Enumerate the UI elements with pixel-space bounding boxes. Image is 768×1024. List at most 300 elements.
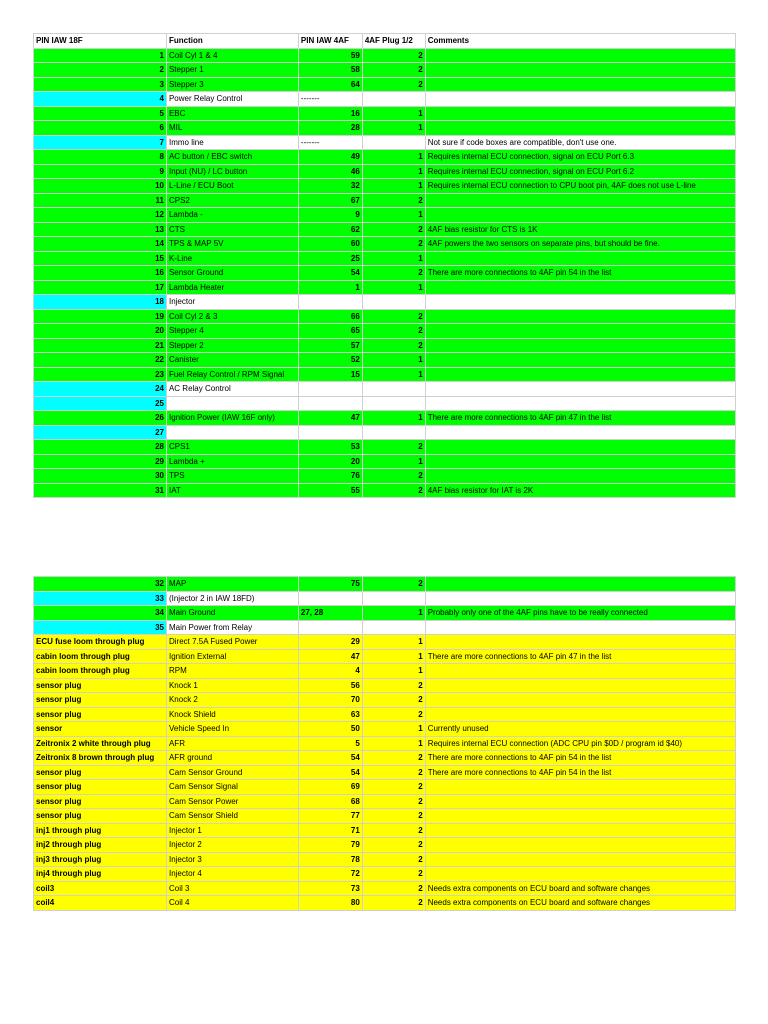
- comment-cell: [425, 780, 735, 795]
- table-row: [34, 577, 736, 592]
- plug-cell: 1: [362, 411, 425, 426]
- table-row: [34, 722, 736, 737]
- pin-iaw4af-cell: [298, 396, 362, 411]
- pin-iaw18f-cell: 5: [34, 106, 167, 121]
- plug-cell: [362, 135, 425, 150]
- pin-iaw18f-cell: 31: [34, 483, 167, 498]
- table-row: [34, 809, 736, 824]
- table-row: [34, 649, 736, 664]
- pin-iaw4af-cell: 66: [298, 309, 362, 324]
- pin-iaw18f-cell: 19: [34, 309, 167, 324]
- pin-iaw4af-cell: 53: [298, 440, 362, 455]
- function-cell: Canister: [166, 353, 298, 368]
- comment-cell: [425, 338, 735, 353]
- comment-cell: [425, 693, 735, 708]
- function-cell: Sensor Ground: [166, 266, 298, 281]
- pin-iaw4af-cell: 28: [298, 121, 362, 136]
- pin-iaw18f-cell: 17: [34, 280, 167, 295]
- pin-iaw4af-cell: [298, 591, 362, 606]
- table-row: [34, 440, 736, 455]
- pin-iaw4af-cell: 59: [298, 48, 362, 63]
- pin-iaw4af-cell: 50: [298, 722, 362, 737]
- comment-cell: Probably only one of the 4AF pins have to be really connected: [425, 606, 735, 621]
- pin-iaw4af-cell: 70: [298, 693, 362, 708]
- function-cell: Main Ground: [166, 606, 298, 621]
- comment-cell: Requires internal ECU connection, signal on ECU Port 6.3: [425, 150, 735, 165]
- pin-iaw4af-cell: 78: [298, 852, 362, 867]
- plug-cell: 1: [362, 454, 425, 469]
- table-row: [34, 135, 736, 150]
- pin-iaw18f-cell: 28: [34, 440, 167, 455]
- plug-cell: 1: [362, 280, 425, 295]
- pin-iaw4af-cell: 29: [298, 635, 362, 650]
- plug-cell: 2: [362, 469, 425, 484]
- pin-iaw4af-cell: 71: [298, 823, 362, 838]
- comment-cell: Requires internal ECU connection, signal on ECU Port 6.2: [425, 164, 735, 179]
- location-label-cell: cabin loom through plug: [34, 649, 167, 664]
- plug-cell: 1: [362, 251, 425, 266]
- comment-cell: [425, 77, 735, 92]
- pin-iaw18f-cell: 34: [34, 606, 167, 621]
- table-row: [34, 707, 736, 722]
- plug-cell: 1: [362, 722, 425, 737]
- pin-mapping-table: [33, 33, 736, 498]
- header-function: Function: [166, 34, 298, 49]
- pin-iaw4af-cell: 46: [298, 164, 362, 179]
- table-row: [34, 164, 736, 179]
- pin-iaw4af-cell: 57: [298, 338, 362, 353]
- plug-cell: 2: [362, 881, 425, 896]
- comment-cell: [425, 440, 735, 455]
- table-row: [34, 867, 736, 882]
- location-label-cell: coil3: [34, 881, 167, 896]
- location-label-cell: sensor plug: [34, 693, 167, 708]
- table-row: [34, 411, 736, 426]
- plug-cell: 2: [362, 867, 425, 882]
- pin-iaw18f-cell: 10: [34, 179, 167, 194]
- comment-cell: [425, 396, 735, 411]
- function-cell: CPS1: [166, 440, 298, 455]
- function-cell: Immo line: [166, 135, 298, 150]
- function-cell: IAT: [166, 483, 298, 498]
- header-comments: Comments: [425, 34, 735, 49]
- pin-iaw4af-cell: 56: [298, 678, 362, 693]
- plug-cell: 2: [362, 483, 425, 498]
- table-row: [34, 823, 736, 838]
- plug-cell: [362, 620, 425, 635]
- comment-cell: There are more connections to 4AF pin 54 in the list: [425, 266, 735, 281]
- plug-cell: 2: [362, 751, 425, 766]
- table-row: [34, 324, 736, 339]
- pin-iaw18f-cell: 3: [34, 77, 167, 92]
- plug-cell: [362, 382, 425, 397]
- function-cell: Stepper 4: [166, 324, 298, 339]
- location-label-cell: sensor plug: [34, 678, 167, 693]
- plug-cell: 1: [362, 664, 425, 679]
- plug-cell: 2: [362, 266, 425, 281]
- pin-iaw18f-cell: 12: [34, 208, 167, 223]
- plug-cell: 2: [362, 852, 425, 867]
- location-label-cell: sensor plug: [34, 707, 167, 722]
- plug-cell: 2: [362, 324, 425, 339]
- function-cell: Coil 3: [166, 881, 298, 896]
- table-row: [34, 77, 736, 92]
- comment-cell: 4AF bias resistor for IAT is 2K: [425, 483, 735, 498]
- table-row: [34, 896, 736, 911]
- plug-cell: 1: [362, 367, 425, 382]
- comment-cell: There are more connections to 4AF pin 54 in the list: [425, 765, 735, 780]
- comment-cell: [425, 707, 735, 722]
- plug-cell: 1: [362, 649, 425, 664]
- table-row: [34, 751, 736, 766]
- function-cell: Ignition External: [166, 649, 298, 664]
- plug-cell: 2: [362, 896, 425, 911]
- function-cell: Injector 2: [166, 838, 298, 853]
- function-cell: Knock Shield: [166, 707, 298, 722]
- location-label-cell: Zeitronix 8 brown through plug: [34, 751, 167, 766]
- function-cell: [166, 396, 298, 411]
- pin-iaw18f-cell: 7: [34, 135, 167, 150]
- table-row: [34, 193, 736, 208]
- table-row: [34, 150, 736, 165]
- location-label-cell: inj3 through plug: [34, 852, 167, 867]
- pin-iaw18f-cell: 32: [34, 577, 167, 592]
- pin-iaw18f-cell: 8: [34, 150, 167, 165]
- location-label-cell: ECU fuse loom through plug: [34, 635, 167, 650]
- function-cell: Injector: [166, 295, 298, 310]
- pin-iaw4af-cell: 63: [298, 707, 362, 722]
- comment-cell: [425, 591, 735, 606]
- function-cell: Main Power from Relay: [166, 620, 298, 635]
- comment-cell: There are more connections to 4AF pin 47 in the list: [425, 411, 735, 426]
- table-row: [34, 469, 736, 484]
- comment-cell: [425, 823, 735, 838]
- function-cell: Lambda -: [166, 208, 298, 223]
- pin-iaw4af-cell: 62: [298, 222, 362, 237]
- pin-iaw4af-cell: 79: [298, 838, 362, 853]
- plug-cell: 2: [362, 809, 425, 824]
- table-row: [34, 309, 736, 324]
- plug-cell: 1: [362, 106, 425, 121]
- function-cell: EBC: [166, 106, 298, 121]
- comment-cell: [425, 454, 735, 469]
- pin-iaw4af-cell: 54: [298, 765, 362, 780]
- pin-iaw4af-cell: 47: [298, 411, 362, 426]
- comment-cell: [425, 92, 735, 107]
- function-cell: AFR ground: [166, 751, 298, 766]
- function-cell: Stepper 1: [166, 63, 298, 78]
- pin-iaw4af-cell: 72: [298, 867, 362, 882]
- table-row: [34, 736, 736, 751]
- table-row: [34, 280, 736, 295]
- function-cell: Cam Sensor Power: [166, 794, 298, 809]
- comment-cell: [425, 794, 735, 809]
- function-cell: Stepper 2: [166, 338, 298, 353]
- plug-cell: 2: [362, 237, 425, 252]
- comment-cell: [425, 48, 735, 63]
- pin-iaw18f-cell: 23: [34, 367, 167, 382]
- function-cell: Input (NU) / LC button: [166, 164, 298, 179]
- location-label-cell: sensor plug: [34, 794, 167, 809]
- plug-cell: 1: [362, 606, 425, 621]
- comment-cell: [425, 208, 735, 223]
- pin-iaw18f-cell: 18: [34, 295, 167, 310]
- plug-cell: 2: [362, 780, 425, 795]
- pin-iaw4af-cell: 69: [298, 780, 362, 795]
- pin-iaw4af-cell: 58: [298, 63, 362, 78]
- function-cell: RPM: [166, 664, 298, 679]
- pin-iaw4af-cell: 4: [298, 664, 362, 679]
- table-row: [34, 838, 736, 853]
- plug-cell: 2: [362, 440, 425, 455]
- table-row: [34, 678, 736, 693]
- comment-cell: 4AF powers the two sensors on separate pins, but should be fine.: [425, 237, 735, 252]
- plug-cell: 1: [362, 164, 425, 179]
- header-4af-plug: 4AF Plug 1/2: [362, 34, 425, 49]
- pin-iaw4af-cell: 20: [298, 454, 362, 469]
- comment-cell: [425, 367, 735, 382]
- comment-cell: [425, 382, 735, 397]
- function-cell: (Injector 2 in IAW 18FD): [166, 591, 298, 606]
- function-cell: Cam Sensor Ground: [166, 765, 298, 780]
- location-label-cell: cabin loom through plug: [34, 664, 167, 679]
- comment-cell: [425, 309, 735, 324]
- function-cell: CTS: [166, 222, 298, 237]
- pin-iaw4af-cell: 60: [298, 237, 362, 252]
- plug-cell: [362, 591, 425, 606]
- plug-cell: 2: [362, 707, 425, 722]
- function-cell: Coil Cyl 1 & 4: [166, 48, 298, 63]
- function-cell: TPS: [166, 469, 298, 484]
- table-row: [34, 251, 736, 266]
- pin-iaw4af-cell: 77: [298, 809, 362, 824]
- comment-cell: [425, 635, 735, 650]
- pin-iaw18f-cell: 6: [34, 121, 167, 136]
- comment-cell: Needs extra components on ECU board and software changes: [425, 896, 735, 911]
- comment-cell: [425, 620, 735, 635]
- table-row: [34, 92, 736, 107]
- function-cell: Lambda Heater: [166, 280, 298, 295]
- plug-cell: [362, 295, 425, 310]
- comment-cell: [425, 280, 735, 295]
- plug-cell: 2: [362, 823, 425, 838]
- function-cell: Injector 3: [166, 852, 298, 867]
- table-row: [34, 664, 736, 679]
- comment-cell: [425, 678, 735, 693]
- function-cell: [166, 425, 298, 440]
- function-cell: AC button / EBC switch: [166, 150, 298, 165]
- table-row: [34, 48, 736, 63]
- location-label-cell: coil4: [34, 896, 167, 911]
- plug-cell: 1: [362, 121, 425, 136]
- pin-iaw4af-cell: 49: [298, 150, 362, 165]
- comment-cell: [425, 838, 735, 853]
- comment-cell: [425, 63, 735, 78]
- pin-iaw4af-cell: 67: [298, 193, 362, 208]
- location-label-cell: sensor: [34, 722, 167, 737]
- comment-cell: [425, 295, 735, 310]
- pin-iaw4af-cell: 75: [298, 577, 362, 592]
- function-cell: CPS2: [166, 193, 298, 208]
- pin-iaw18f-cell: 27: [34, 425, 167, 440]
- pin-iaw4af-cell: [298, 295, 362, 310]
- pin-iaw4af-cell: 32: [298, 179, 362, 194]
- plug-cell: 1: [362, 208, 425, 223]
- pin-iaw4af-cell: -------: [298, 135, 362, 150]
- pin-iaw4af-cell: 80: [298, 896, 362, 911]
- table-row: [34, 295, 736, 310]
- plug-cell: 2: [362, 678, 425, 693]
- function-cell: Direct 7.5A Fused Power: [166, 635, 298, 650]
- location-label-cell: sensor plug: [34, 780, 167, 795]
- comment-cell: Requires internal ECU connection to CPU boot pin, 4AF does not use L-line: [425, 179, 735, 194]
- pin-iaw4af-cell: 47: [298, 649, 362, 664]
- comment-cell: [425, 425, 735, 440]
- function-cell: MIL: [166, 121, 298, 136]
- function-cell: Knock 1: [166, 678, 298, 693]
- table-row: [34, 106, 736, 121]
- pin-iaw4af-cell: 55: [298, 483, 362, 498]
- function-cell: Cam Sensor Shield: [166, 809, 298, 824]
- location-label-cell: inj1 through plug: [34, 823, 167, 838]
- function-cell: Injector 4: [166, 867, 298, 882]
- function-cell: L-Line / ECU Boot: [166, 179, 298, 194]
- plug-cell: 2: [362, 222, 425, 237]
- comment-cell: [425, 121, 735, 136]
- comment-cell: [425, 324, 735, 339]
- comment-cell: [425, 106, 735, 121]
- pin-iaw18f-cell: 14: [34, 237, 167, 252]
- function-cell: AFR: [166, 736, 298, 751]
- function-cell: Injector 1: [166, 823, 298, 838]
- comment-cell: [425, 251, 735, 266]
- function-cell: Ignition Power (IAW 16F only): [166, 411, 298, 426]
- pin-iaw18f-cell: 11: [34, 193, 167, 208]
- pin-iaw18f-cell: 9: [34, 164, 167, 179]
- function-cell: Knock 2: [166, 693, 298, 708]
- function-cell: Lambda +: [166, 454, 298, 469]
- pin-iaw4af-cell: 52: [298, 353, 362, 368]
- table-row: [34, 63, 736, 78]
- function-cell: TPS & MAP 5V: [166, 237, 298, 252]
- table-row: [34, 266, 736, 281]
- plug-cell: 1: [362, 150, 425, 165]
- function-cell: AC Relay Control: [166, 382, 298, 397]
- pin-iaw18f-cell: 22: [34, 353, 167, 368]
- function-cell: Stepper 3: [166, 77, 298, 92]
- comment-cell: [425, 664, 735, 679]
- pin-iaw18f-cell: 26: [34, 411, 167, 426]
- function-cell: Coil Cyl 2 & 3: [166, 309, 298, 324]
- plug-cell: 2: [362, 48, 425, 63]
- pin-iaw18f-cell: 1: [34, 48, 167, 63]
- header-pin-iaw18f: PIN IAW 18F: [34, 34, 167, 49]
- comment-cell: Currently unused: [425, 722, 735, 737]
- pin-iaw4af-cell: [298, 382, 362, 397]
- comment-cell: [425, 577, 735, 592]
- function-cell: Vehicle Speed In: [166, 722, 298, 737]
- pin-iaw4af-cell: [298, 620, 362, 635]
- pin-iaw18f-cell: 16: [34, 266, 167, 281]
- table-row: [34, 852, 736, 867]
- table-row: [34, 635, 736, 650]
- pin-iaw4af-cell: 65: [298, 324, 362, 339]
- comment-cell: Needs extra components on ECU board and software changes: [425, 881, 735, 896]
- location-label-cell: Zeitronix 2 white through plug: [34, 736, 167, 751]
- pin-iaw4af-cell: [298, 425, 362, 440]
- comment-cell: There are more connections to 4AF pin 54 in the list: [425, 751, 735, 766]
- table-row: [34, 353, 736, 368]
- pin-iaw18f-cell: 24: [34, 382, 167, 397]
- comment-cell: Requires internal ECU connection (ADC CPU pin $0D / program id $40): [425, 736, 735, 751]
- pin-iaw18f-cell: 29: [34, 454, 167, 469]
- table-row: [34, 338, 736, 353]
- location-label-cell: sensor plug: [34, 809, 167, 824]
- table-row: [34, 382, 736, 397]
- plug-cell: 1: [362, 179, 425, 194]
- function-cell: Power Relay Control: [166, 92, 298, 107]
- table-row: [34, 222, 736, 237]
- plug-cell: 2: [362, 838, 425, 853]
- pin-iaw18f-cell: 20: [34, 324, 167, 339]
- comment-cell: Not sure if code boxes are compatible, don't use one.: [425, 135, 735, 150]
- comment-cell: [425, 469, 735, 484]
- pin-iaw18f-cell: 13: [34, 222, 167, 237]
- comment-cell: 4AF bias resistor for CTS is 1K: [425, 222, 735, 237]
- comment-cell: There are more connections to 4AF pin 47 in the list: [425, 649, 735, 664]
- pin-iaw4af-cell: 27, 28: [298, 606, 362, 621]
- pin-iaw18f-cell: 33: [34, 591, 167, 606]
- plug-cell: 1: [362, 635, 425, 650]
- plug-cell: 2: [362, 338, 425, 353]
- table-row: [34, 454, 736, 469]
- location-label-cell: inj2 through plug: [34, 838, 167, 853]
- function-cell: Coil 4: [166, 896, 298, 911]
- pin-iaw18f-cell: 35: [34, 620, 167, 635]
- pin-iaw4af-cell: 25: [298, 251, 362, 266]
- table-row: [34, 237, 736, 252]
- table-row: [34, 179, 736, 194]
- table-row: [34, 794, 736, 809]
- plug-cell: [362, 396, 425, 411]
- pin-iaw18f-cell: 2: [34, 63, 167, 78]
- table-row: [34, 693, 736, 708]
- table-row: [34, 121, 736, 136]
- comment-cell: [425, 867, 735, 882]
- pin-iaw4af-cell: 54: [298, 266, 362, 281]
- function-cell: Cam Sensor Signal: [166, 780, 298, 795]
- plug-cell: 2: [362, 765, 425, 780]
- pin-mapping-table-continued: [33, 576, 736, 911]
- plug-cell: 2: [362, 309, 425, 324]
- header-row: [34, 34, 736, 49]
- comment-cell: [425, 809, 735, 824]
- plug-cell: 1: [362, 736, 425, 751]
- pin-iaw4af-cell: -------: [298, 92, 362, 107]
- pin-iaw18f-cell: 4: [34, 92, 167, 107]
- pin-iaw18f-cell: 15: [34, 251, 167, 266]
- pin-iaw18f-cell: 25: [34, 396, 167, 411]
- comment-cell: [425, 193, 735, 208]
- pin-iaw4af-cell: 16: [298, 106, 362, 121]
- table-row: [34, 881, 736, 896]
- table-row: [34, 396, 736, 411]
- comment-cell: [425, 353, 735, 368]
- function-cell: MAP: [166, 577, 298, 592]
- pin-iaw4af-cell: 64: [298, 77, 362, 92]
- table-row: [34, 483, 736, 498]
- pin-iaw18f-cell: 21: [34, 338, 167, 353]
